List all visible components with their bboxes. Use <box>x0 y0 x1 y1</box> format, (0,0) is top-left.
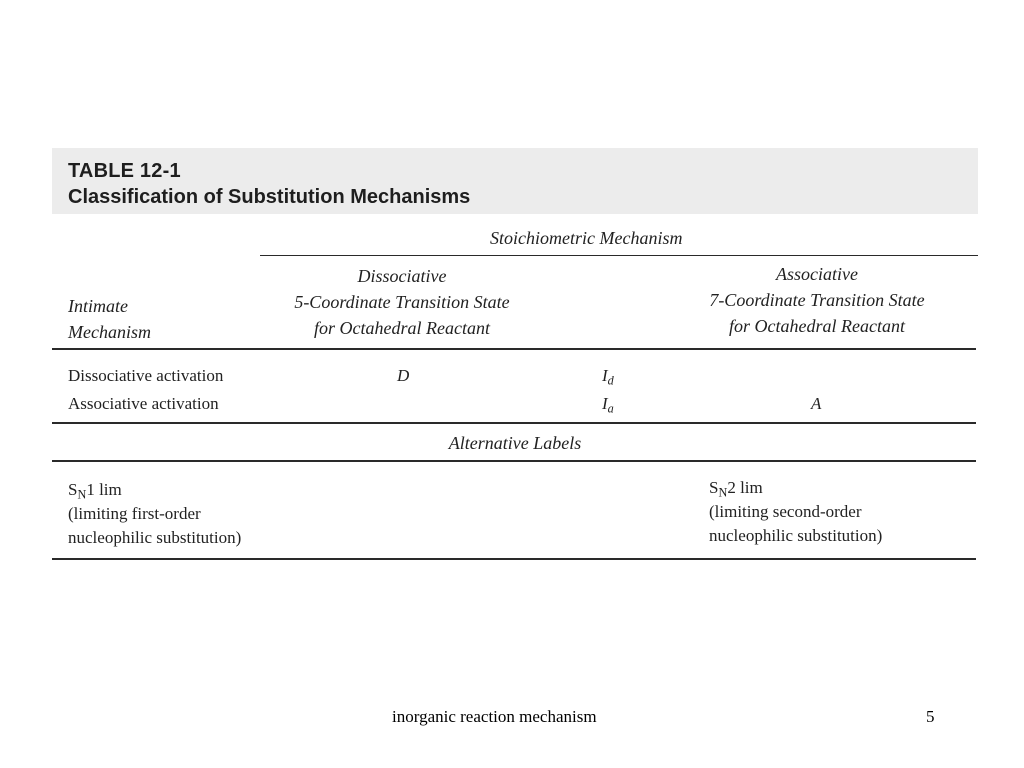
table-banner <box>52 148 978 214</box>
spanner-rule <box>260 255 978 256</box>
table-number: TABLE 12-1 <box>68 160 181 182</box>
spanner-alternative-labels: Alternative Labels <box>448 433 582 453</box>
cell-D: D <box>397 366 410 385</box>
scanned-table <box>52 148 978 568</box>
cell-Ia: $I_a$ <box>602 394 614 416</box>
row-header-line1: Intimate <box>68 296 128 316</box>
alt-right-desc-line2: nucleophilic substitution) <box>709 526 883 545</box>
table-title: Classification of Substitution Mechanisms <box>68 186 471 208</box>
bottom-rule <box>52 558 976 560</box>
col-dissociative-line3: for Octahedral Reactant <box>314 318 490 338</box>
cell-Id: $I_d$ <box>602 366 614 388</box>
row-label-dissociative: Dissociative activation <box>68 366 224 385</box>
spanner-stoichiometric: Stoichiometric Mechanism <box>490 228 683 248</box>
col-dissociative-line1: Dissociative <box>357 266 447 286</box>
alt-left-label: $S_N1$ lim <box>68 480 122 502</box>
header-rule <box>52 348 976 350</box>
col-associative-line1: Associative <box>776 264 858 284</box>
rows-rule <box>52 422 976 424</box>
page-number: 5 <box>926 707 935 726</box>
cell-A: A <box>811 394 822 413</box>
row-header-line2: Mechanism <box>68 322 151 342</box>
alt-right-desc-line1: (limiting second-order <box>709 502 862 521</box>
alt-rule <box>52 460 976 462</box>
col-dissociative-line2: 5-Coordinate Transition State <box>294 292 510 312</box>
alt-right-label: $S_N2$ lim <box>709 478 763 500</box>
alt-left-desc-line2: nucleophilic substitution) <box>68 528 242 547</box>
col-associative-line2: 7-Coordinate Transition State <box>709 290 925 310</box>
col-associative-line3: for Octahedral Reactant <box>729 316 905 336</box>
row-label-associative: Associative activation <box>68 394 219 413</box>
footer-title: inorganic reaction mechanism <box>392 707 597 726</box>
alt-left-desc-line1: (limiting first-order <box>68 504 201 523</box>
